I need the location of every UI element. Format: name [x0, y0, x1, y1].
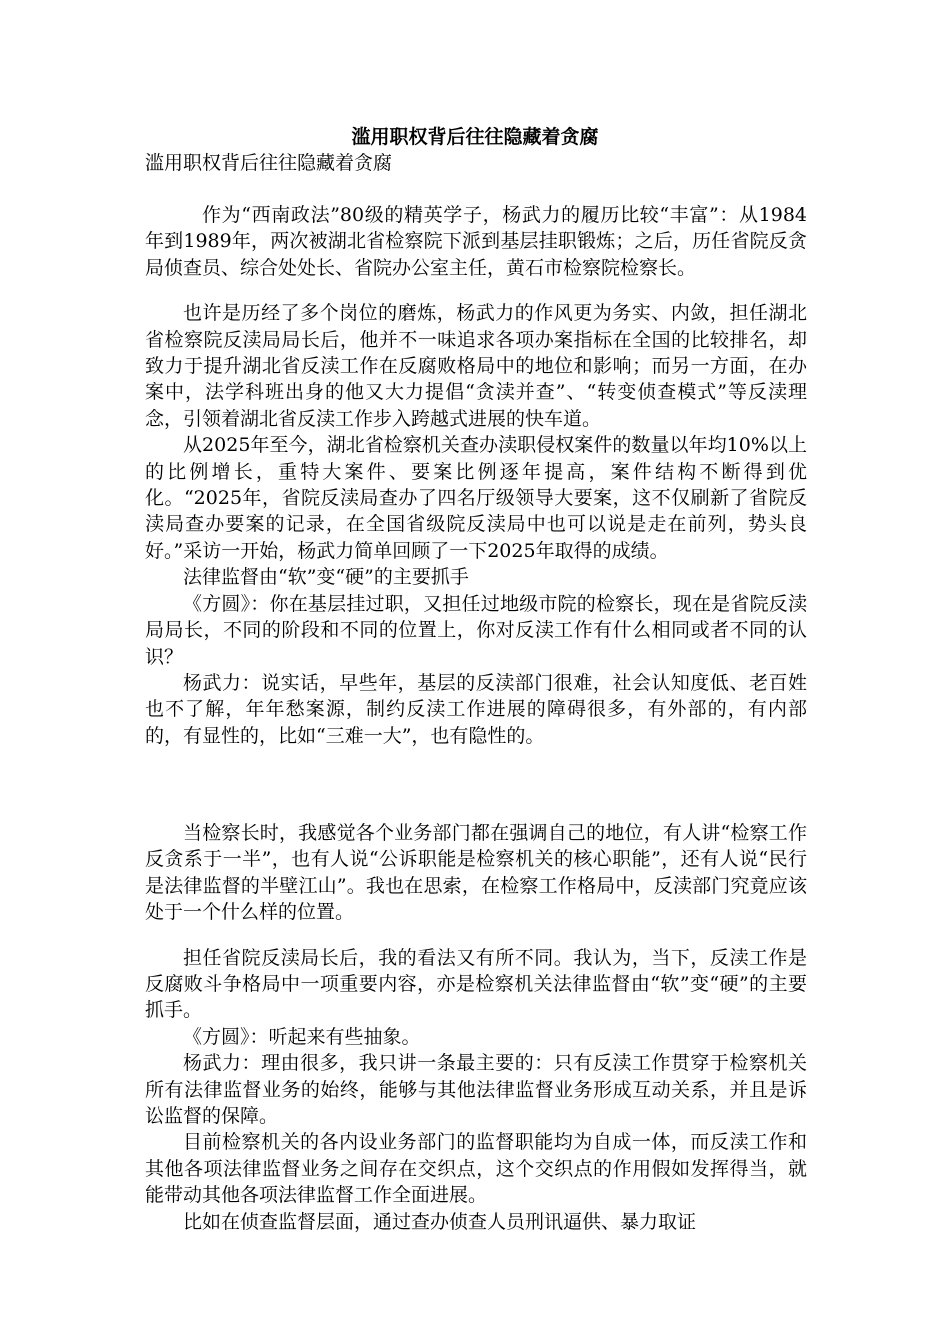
paragraph: 《方圆》：听起来有些抽象。 — [183, 1025, 421, 1048]
article-body-top — [145, 202, 807, 749]
paragraph: 从2025年至今，湖北省检察机关查办渎职侵权案件的数量以年均10%以上的比例增长，重特大案件、要案比例逐年提高，案件结构不断得到优化。“2025年，省院反渎局查办了四名厅级领导大要案，这不仅刷新了省院反渎局查办要案的记录，在全国省级院反渎局中也可以说是走在前列，势头良好。”采访一开始，杨武力简单回顾了一下2025年取得的成绩。 — [145, 434, 807, 562]
paragraph: 也许是历经了多个岗位的磨炼，杨武力的作风更为务实、内敛，担任湖北省检察院反渎局局长后，他并不一味追求各项办案指标在全国的比较排名，却致力于提升湖北省反渎工作在反腐败格局中的地位和影响；而另一方面，在办案中，法学科班出身的他又大力提倡“贪渎并查”、“转变侦查模式”等反渎理念，引领着湖北省反渎工作步入跨越式进展的快车道。 — [145, 302, 807, 430]
document-title: 滥用职权背后往往隐藏着贪腐 — [351, 126, 599, 148]
paragraph: 当检察长时，我感觉各个业务部门都在强调自己的地位，有人讲“检察工作反贪系于一半”，也有人说“公诉职能是检察机关的核心职能”，还有人说“民行是法律监督的半壁江山”。我也在思索，在检察工作格局中，反渎部门究竟应该处于一个什么样的位置。 — [145, 822, 807, 924]
paragraph: 担任省院反渎局长后，我的看法又有所不同。我认为，当下，反渎工作是反腐败斗争格局中一项重要内容，亦是检察机关法律监督由“软”变“硬”的主要抓手。 — [145, 946, 807, 1022]
document-subtitle: 滥用职权背后往往隐藏着贪腐 — [145, 152, 393, 174]
section-heading: 法律监督由“软”变“硬”的主要抓手 — [183, 566, 469, 589]
article-body-bottom — [145, 820, 807, 1235]
paragraph: 作为“西南政法”80级的精英学子，杨武力的履历比较“丰富”：从1984年到1989年，两次被湖北省检察院下派到基层挂职锻炼；之后，历任省院反贪局侦查员、综合处处长、省院办公室主任，黄石市检察院检察长。 — [145, 204, 807, 279]
paragraph: 目前检察机关的各内设业务部门的监督职能均为自成一体，而反渎工作和其他各项法律监督业务之间存在交织点，这个交织点的作用假如发挥得当，就能带动其他各项法律监督工作全面进展。 — [145, 1131, 807, 1207]
paragraph: 《方圆》：你在基层挂过职，又担任过地级市院的检察长，现在是省院反渎局局长，不同的阶段和不同的位置上，你对反渎工作有什么相同或者不同的认识？ — [145, 592, 807, 668]
paragraph: 比如在侦查监督层面，通过查办侦查人员刑讯逼供、暴力取证 — [183, 1210, 697, 1233]
paragraph: 杨武力：说实话，早些年，基层的反渎部门很难，社会认知度低、老百姓也不了解，年年愁案源，制约反渎工作进展的障碍很多，有外部的，有内部的，有显性的，比如“三难一大”，也有隐性的。 — [145, 671, 807, 747]
paragraph: 杨武力：理由很多，我只讲一条最主要的：只有反渎工作贯穿于检察机关所有法律监督业务的始终，能够与其他法律监督业务形成互动关系，并且是诉讼监督的保障。 — [145, 1052, 807, 1128]
